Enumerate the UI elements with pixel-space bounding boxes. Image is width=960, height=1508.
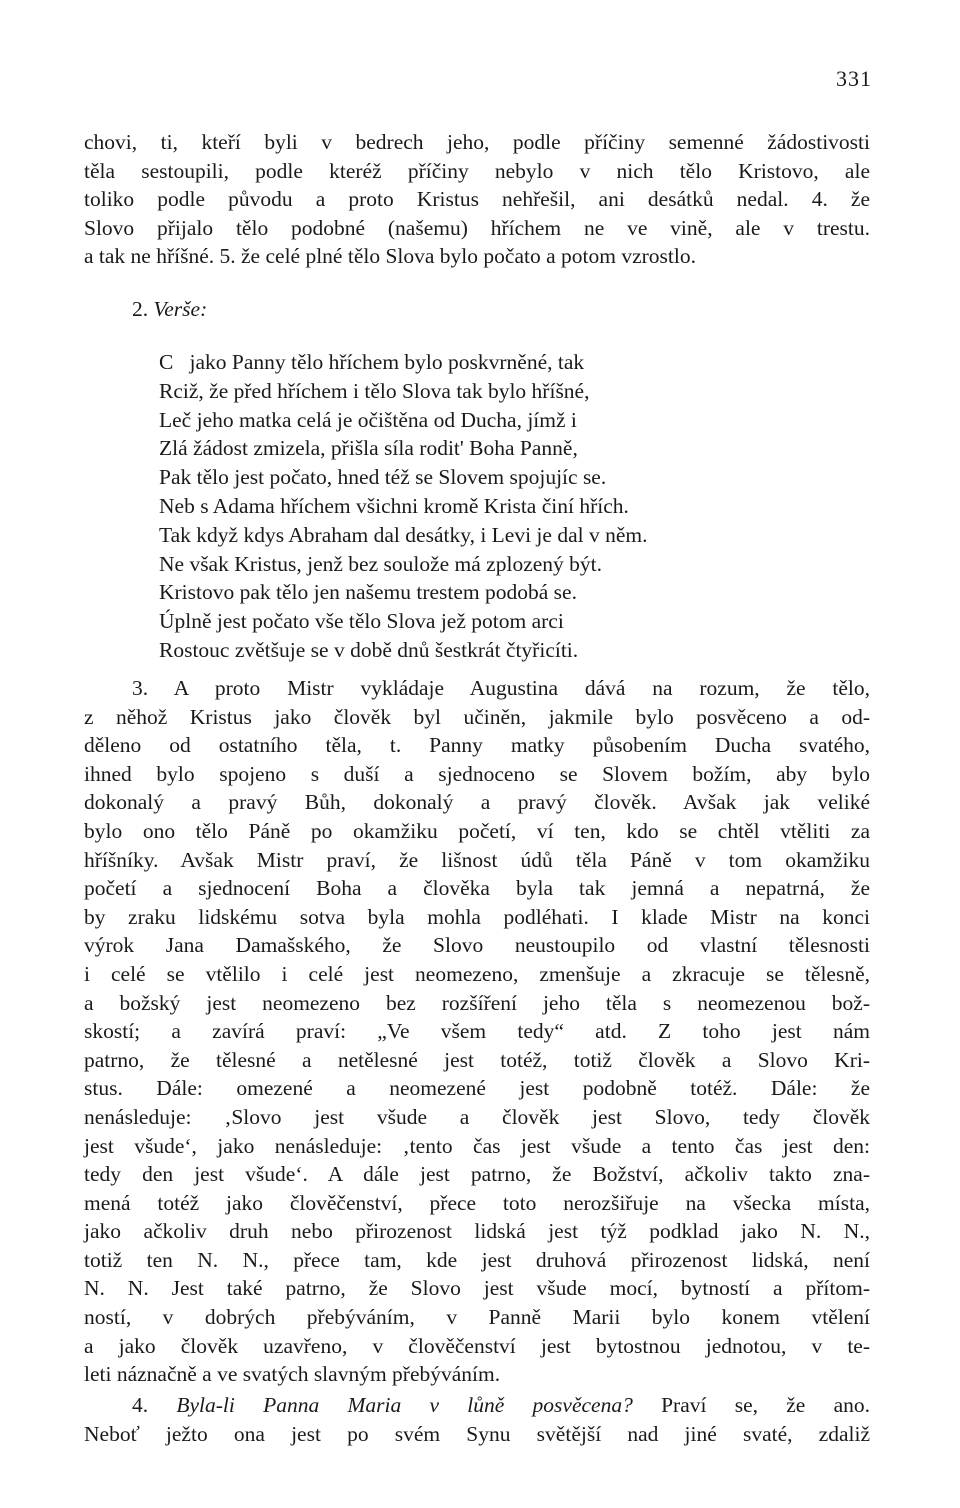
- verse-line: Rostouc zvětšuje se v době dnů šestkrát čtyřicíti.: [159, 637, 579, 662]
- verse-heading-title: Verše:: [153, 297, 208, 321]
- text-line: nenásleduje: ‚Slovo jest všude a člověk jest Slovo, tedy člověk: [84, 1104, 870, 1129]
- text-line: výrok Jana Damašského, že Slovo neustoupilo od vlastní tělesnosti: [84, 933, 870, 958]
- text-line: ihned bylo spojeno s duší a sjednoceno se Slovem božím, aby bylo: [84, 761, 870, 786]
- verse-line: Tak když kdys Abraham dal desátky, i Levi je dal v něm.: [159, 522, 648, 547]
- text-line: a tak ne hříšné. 5. že celé plné tělo Slova bylo počato a potom vzrostlo.: [84, 244, 696, 269]
- text-line: jako ačkoliv druh nebo přirozenost lidská jest týž podklad jako N. N.,: [84, 1219, 870, 1244]
- verse-heading-number: 2.: [132, 297, 149, 321]
- text-line: dokonalý a pravý Bůh, dokonalý a pravý člověk. Avšak jak veliké: [84, 790, 870, 815]
- text-line: leti náznačně a ve svatých slavným přebýváním.: [84, 1362, 501, 1387]
- verse-line: Kristovo pak tělo jen našemu trestem podobá se.: [159, 580, 577, 605]
- text-line: N. N. Jest také patrno, že Slovo jest všude mocí, bytností a přítom-: [84, 1276, 870, 1301]
- text-line: Neboť ježto ona jest po svém Synu světější nad jiné svaté, zdaliž: [84, 1421, 870, 1446]
- text-line: hříšníky. Avšak Mistr praví, že lišnost údů těla Páně v tom okamžiku: [84, 847, 870, 872]
- text-line: mená totéž jako člověčenství, přece toto nerozšiřuje na všecka místa,: [84, 1190, 870, 1215]
- verse-block: [159, 348, 839, 665]
- verse-line: Leč jeho matka celá je očištěna od Ducha, jímž i: [159, 407, 577, 432]
- text-line: toliko podle původu a proto Kristus nehřešil, ani desátků nedal. 4. že: [84, 187, 870, 212]
- text-line: skostí; a zavírá praví: „Ve všem tedy“ atd. Z toho jest nám: [84, 1019, 870, 1044]
- verse-line: Úplně jest počato vše tělo Slova jež potom arci: [159, 609, 564, 634]
- verse-line: Rciž, že před hříchem i tělo Slova tak bylo hříšné,: [159, 378, 590, 403]
- text-line: Slovo přijalo tělo podobné (našemu) hříchem ne ve vině, ale v trestu.: [84, 215, 870, 240]
- text-line: i celé se vtělilo i celé jest neomezeno, zmenšuje a zkracuje se tělesně,: [84, 961, 870, 986]
- verse-heading: [132, 297, 207, 322]
- page-number: 331: [836, 66, 872, 91]
- text-line: ností, v dobrých přebýváním, v Panně Marii bylo konem vtělení: [84, 1305, 870, 1330]
- verse-line: Zlá žádost zmizela, přišla síla rodit' Boha Panně,: [159, 436, 578, 461]
- verse-line: Ne však Kristus, jenž bez soulože má zplozený být.: [159, 551, 603, 576]
- text-line: bylo ono tělo Páně po okamžiku početí, ví ten, kdo se chtěl vtěliti za: [84, 818, 870, 843]
- paragraph-3: [84, 674, 870, 1389]
- verse-line: C jako Panny tělo hříchem bylo poskvrněné, tak: [159, 350, 585, 374]
- text-line: by zraku lidskému sotva byla mohla podléhati. I klade Mistr na konci: [84, 904, 870, 929]
- paragraph-number: 4.: [132, 1393, 149, 1417]
- text-line: těla sestoupili, podle kteréž příčiny nebylo v nich tělo Kristovo, ale: [84, 158, 870, 183]
- text-span: Praví se, že ano.: [661, 1393, 871, 1417]
- verse-line: Neb s Adama hříchem všichni kromě Krista činí hřích.: [159, 493, 629, 518]
- text-line: [84, 1391, 870, 1420]
- section-question: Byla-li Panna Maria v lůně posvěcena?: [176, 1393, 633, 1417]
- text-line: totiž ten N. N., přece tam, kde jest druhová přirozenost lidská, není: [84, 1247, 870, 1272]
- text-line: a jako člověk uzavřeno, v člověčenství jest bytostnou jednotou, v te-: [84, 1333, 870, 1358]
- paragraph-1: [84, 128, 870, 271]
- verse-line: Pak tělo jest počato, hned též se Slovem spojujíc se.: [159, 465, 607, 490]
- text-line: a božský jest neomezeno bez rozšíření jeho těla s neomezenou bož-: [84, 990, 870, 1015]
- text-line: 3. A proto Mistr vykládaje Augustina dává na rozum, že tělo,: [132, 676, 870, 700]
- text-line: stus. Dále: omezené a neomezené jest podobně totéž. Dále: že: [84, 1076, 870, 1101]
- text-line: jest všude‘, jako nenásleduje: ‚tento čas jest všude a tento čas jest den:: [84, 1133, 870, 1158]
- text-line: chovi, ti, kteří byli v bedrech jeho, podle příčiny semenné žádostivosti: [84, 130, 870, 154]
- paragraph-4: [84, 1391, 870, 1448]
- text-line: patrno, že tělesné a netělesné jest totéž, totiž člověk a Slovo Kri-: [84, 1047, 870, 1072]
- text-line: děleno od ostatního těla, t. Panny matky působením Ducha svatého,: [84, 733, 870, 758]
- text-line: z něhož Kristus jako člověk byl učiněn, jakmile bylo posvěceno a od-: [84, 704, 870, 729]
- text-line: početí a sjednocení Boha a člověka byla tak jemná a nepatrná, že: [84, 876, 870, 901]
- text-line: tedy den jest všude‘. A dále jest patrno, že Božství, ačkoliv takto zna-: [84, 1162, 870, 1187]
